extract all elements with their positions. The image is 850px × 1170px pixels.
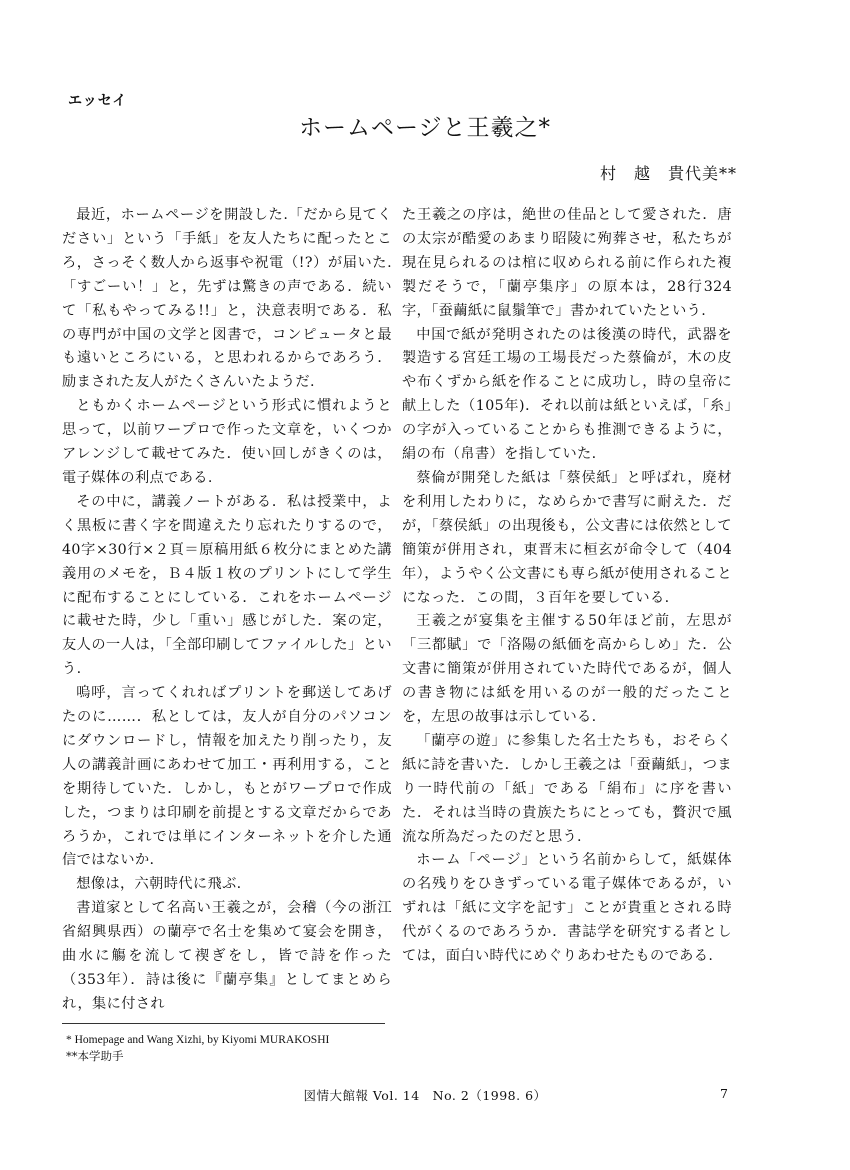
paragraph: その中に，講義ノートがある．私は授業中，よく黒板に書く字を間違えたり忘れたりするので，40字×30行×２頁＝原稿用紙６枚分にまとめた講義用のメモを，Ｂ４版１枚のプリントにして学生に配布することにしている．これをホームページに載せた時，少し「重い」感じがした．案の定，友人の一人は，「全部印刷してファイルした」という. [62, 493, 392, 678]
paragraph: 最近，ホームページを開設した.「だから見てください」という「手紙」を友人たちに配ったところ，さっそく数人から返事や祝電（!?）が届いた.「すごーい！」と，先ずは驚きの声である．続いて「私もやってみる!!」と，決意表明である．私の専門が中国の文学と図書で，コンピュータと最も遠いところにいる，と思われるからであろう．励まされた友人がたくさんいたようだ. [62, 207, 392, 391]
article-title: ホームページと王羲之* [298, 115, 552, 141]
paragraph: 王羲之が宴集を主催する50年ほど前，左思が「三都賦」で「洛陽の紙価を高からしめ」た．公文書に簡策が併用されていた時代であるが，個人の書き物には紙を用いるのが一般的だったことを，左思の故事は示している. [402, 613, 732, 726]
footnote-author-affiliation: **本学助手 [66, 1049, 124, 1063]
paragraph: ともかくホームページという形式に慣れようと思って，以前ワープロで作った文章を，いくつかアレンジして載せてみた．使い回しがきくのは，電子媒体の利点である. [62, 398, 392, 486]
paragraph: 想像は，六朝時代に飛ぶ. [76, 876, 242, 893]
paragraph: 書道家として名高い王羲之が，会稽（今の浙江省紹興県西）の蘭亭で名士を集めて宴会を開き，曲水に觴を流して禊ぎをし，皆で詩を作った（353年）．詩は後に『蘭亭集』としてまとめられ，集に付され [62, 900, 392, 1012]
article-category: エッセイ [68, 93, 128, 109]
paragraph: 中国で紙が発明されたのは後漢の時代，武器を製造する宮廷工場の工場長だった蔡倫が，木の皮や布くずから紙を作ることに成功し，時の皇帝に献上した（105年)．それ以前は紙といえば，「糸」の字が入っていることからも推測できるように，絹の布（帛書）を指していた. [402, 326, 732, 463]
right-column [402, 204, 732, 969]
left-column [62, 204, 392, 1017]
paragraph: ホーム「ページ」という名前からして，紙媒体の名残りをひきずっている電子媒体であるが，いずれは「紙に文字を記す」ことが貴重とされる時代がくるのであろうか．書誌学を研究する者としては，面白い時代にめぐりあわせたものである. [402, 852, 732, 965]
footnote-divider [62, 1023, 385, 1024]
journal-citation: 図情大館報 Vol. 14 No. 2（1998. 6） [303, 1088, 547, 1103]
paragraph: 「蘭亭の遊」に参集した名士たちも，おそらく紙に詩を書いた．しかし王羲之は「蚕繭紙」，つまり一時代前の「紙」である「絹布」に序を書いた．それは当時の貴族たちにとっても，贅沢で風流な所為だったのだと思う. [402, 732, 732, 845]
paragraph: た王羲之の序は，絶世の佳品として愛された．唐の太宗が酷愛のあまり昭陵に殉葬させ，私たちが現在見られるのは棺に収められる前に作られた複製だそうで，「蘭亭集序」の原本は，28行324字，「蚕繭紙に鼠鬚筆で」書かれていたという. [402, 207, 732, 319]
author-name: 村 越 貴代美** [600, 164, 738, 183]
page-number: 7 [720, 1086, 728, 1101]
footnote-english-title: * Homepage and Wang Xizhi, by Kiyomi MURAKOSHI [66, 1034, 330, 1046]
paragraph: 蔡倫が開発した紙は「蔡侯紙」と呼ばれ，廃材を利用したわりに，なめらかで書写に耐えた．だが，「蔡侯紙」の出現後も，公文書には依然として簡策が併用され，東晋末に桓玄が命令して（404年），ようやく公文書にも専ら紙が使用されることになった．この間，３百年を要している. [402, 469, 732, 606]
paragraph: 嗚呼，言ってくれればプリントを郵送してあげたのに……．私としては，友人が自分のパソコンにダウンロードし，情報を加えたり削ったり，友人の講義計画にあわせて加工・再利用する，ことを期待していた．しかし，もとがワープロで作成した，つまりは印刷を前提とする文章だからであろうか，これでは単にインターネットを介した通信ではないか. [62, 685, 392, 869]
